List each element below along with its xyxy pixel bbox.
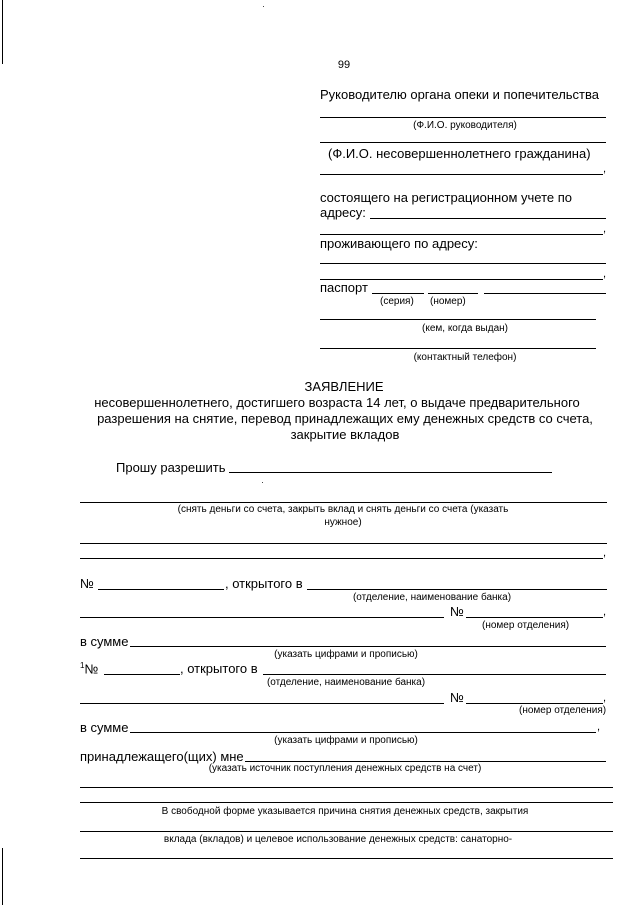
- account-2-amount-field[interactable]: [130, 732, 596, 733]
- account-1-bank-hint: (отделение, наименование банка): [352, 592, 512, 603]
- residing-at-label: проживающего по адресу:: [320, 236, 478, 251]
- contact-phone-field[interactable]: [320, 348, 596, 349]
- scan-speck: [262, 482, 263, 483]
- minor-name-field-top[interactable]: [320, 142, 606, 143]
- title-line-2: разрешения на снятие, перевод принадлежащих ему денежных средств со счета,: [97, 411, 593, 426]
- account-1-opened-in: , открытого в: [225, 576, 303, 591]
- account-2-amount-label: в сумме: [80, 720, 129, 735]
- account-1-bank-field-2[interactable]: [80, 617, 444, 618]
- scan-edge-left-bottom: [2, 848, 3, 905]
- comma: ,: [603, 163, 607, 175]
- request-action-field-2[interactable]: [80, 502, 607, 503]
- scan-speck: [263, 6, 264, 7]
- account-2-number-field[interactable]: [104, 674, 180, 675]
- source-field-2[interactable]: [80, 787, 613, 788]
- passport-label: паспорт: [320, 280, 368, 295]
- source-field-3[interactable]: [80, 802, 613, 803]
- registration-address-field-2[interactable]: [320, 234, 603, 235]
- account-1-amount-label: в сумме: [80, 634, 129, 649]
- account-2-no-text: №: [84, 661, 99, 677]
- account-1-no-label: №: [80, 576, 94, 591]
- free-form-field-1[interactable]: [80, 831, 613, 832]
- minor-name-hint: (Ф.И.О. несовершеннолетнего гражданина): [328, 146, 591, 161]
- head-name-field[interactable]: [320, 117, 606, 118]
- action-hint-line-1: (снять деньги со счета, закрыть вклад и снять деньги со счета (указать: [177, 504, 509, 515]
- addressee-line: Руководителю органа опеки и попечительства: [320, 87, 599, 102]
- request-action-field-4[interactable]: [80, 558, 603, 559]
- free-form-field-2[interactable]: [80, 858, 613, 859]
- comma: ,: [603, 692, 607, 704]
- account-2-opened-in: , открытого в: [180, 661, 258, 676]
- passport-issued-field[interactable]: [320, 319, 596, 320]
- registration-address-field[interactable]: [370, 218, 606, 219]
- account-1-branch-no-label: №: [450, 604, 464, 619]
- contact-phone-hint: (контактный телефон): [413, 352, 517, 363]
- account-2-amount-hint: (указать цифрами и прописью): [274, 735, 418, 746]
- head-name-hint: (Ф.И.О. руководителя): [413, 120, 517, 131]
- title-line-3: закрытие вкладов: [290, 427, 400, 442]
- passport-series-field[interactable]: [372, 293, 424, 294]
- residence-address-field[interactable]: [320, 263, 606, 264]
- request-action-field[interactable]: [229, 472, 552, 473]
- action-hint-line-2: нужное): [324, 517, 362, 528]
- account-1-amount-field[interactable]: [130, 646, 606, 647]
- comma: ,: [603, 223, 607, 235]
- belonging-label: принадлежащего(щих) мне: [80, 749, 244, 764]
- account-2-no-label: [80, 661, 98, 676]
- address-label: адресу:: [320, 205, 366, 220]
- account-1-branch-no-hint: (номер отделения): [482, 620, 570, 631]
- passport-number-hint: (номер): [430, 296, 466, 307]
- request-action-field-3[interactable]: [80, 543, 607, 544]
- passport-series-hint: (серия): [380, 296, 414, 307]
- account-2-branch-no-label: №: [450, 690, 464, 705]
- account-2-branch-number-field[interactable]: [466, 703, 603, 704]
- comma: ,: [603, 268, 607, 280]
- account-1-amount-hint: (указать цифрами и прописью): [274, 649, 418, 660]
- account-1-number-field[interactable]: [98, 589, 224, 590]
- account-2-bank-field[interactable]: [263, 674, 606, 675]
- account-1-branch-number-field[interactable]: [466, 617, 603, 618]
- request-label: Прошу разрешить: [116, 460, 226, 475]
- account-2-branch-no-hint: (номер отделения): [519, 705, 607, 716]
- footnote-mark: 1: [80, 661, 85, 670]
- account-2-bank-field-2[interactable]: [80, 703, 444, 704]
- scan-edge-left-top: [2, 0, 3, 64]
- document-title: ЗАЯВЛЕНИЕ: [304, 379, 384, 394]
- free-form-hint-1: В свободной форме указывается причина снятия денежных средств, закрытия: [161, 806, 529, 817]
- comma: ,: [603, 606, 607, 618]
- comma: ,: [597, 721, 601, 733]
- comma: ,: [603, 547, 607, 559]
- minor-name-field[interactable]: [320, 174, 603, 175]
- account-1-bank-field[interactable]: [307, 589, 607, 590]
- source-field[interactable]: [245, 761, 606, 762]
- registered-at-label: состоящего на регистрационном учете по: [320, 190, 572, 205]
- account-2-bank-hint: (отделение, наименование банка): [266, 677, 426, 688]
- page-number: 99: [337, 59, 351, 71]
- passport-number-field[interactable]: [428, 293, 478, 294]
- title-line-1: несовершеннолетнего, достигшего возраста 14 лет, о выдаче предварительного: [94, 395, 580, 410]
- passport-extra-field[interactable]: [484, 293, 606, 294]
- source-hint: (указать источник поступления денежных средств на счет): [208, 763, 482, 774]
- passport-issued-hint: (кем, когда выдан): [422, 323, 508, 334]
- free-form-hint-2: вклада (вкладов) и целевое использование денежных средств: санаторно-: [163, 834, 513, 845]
